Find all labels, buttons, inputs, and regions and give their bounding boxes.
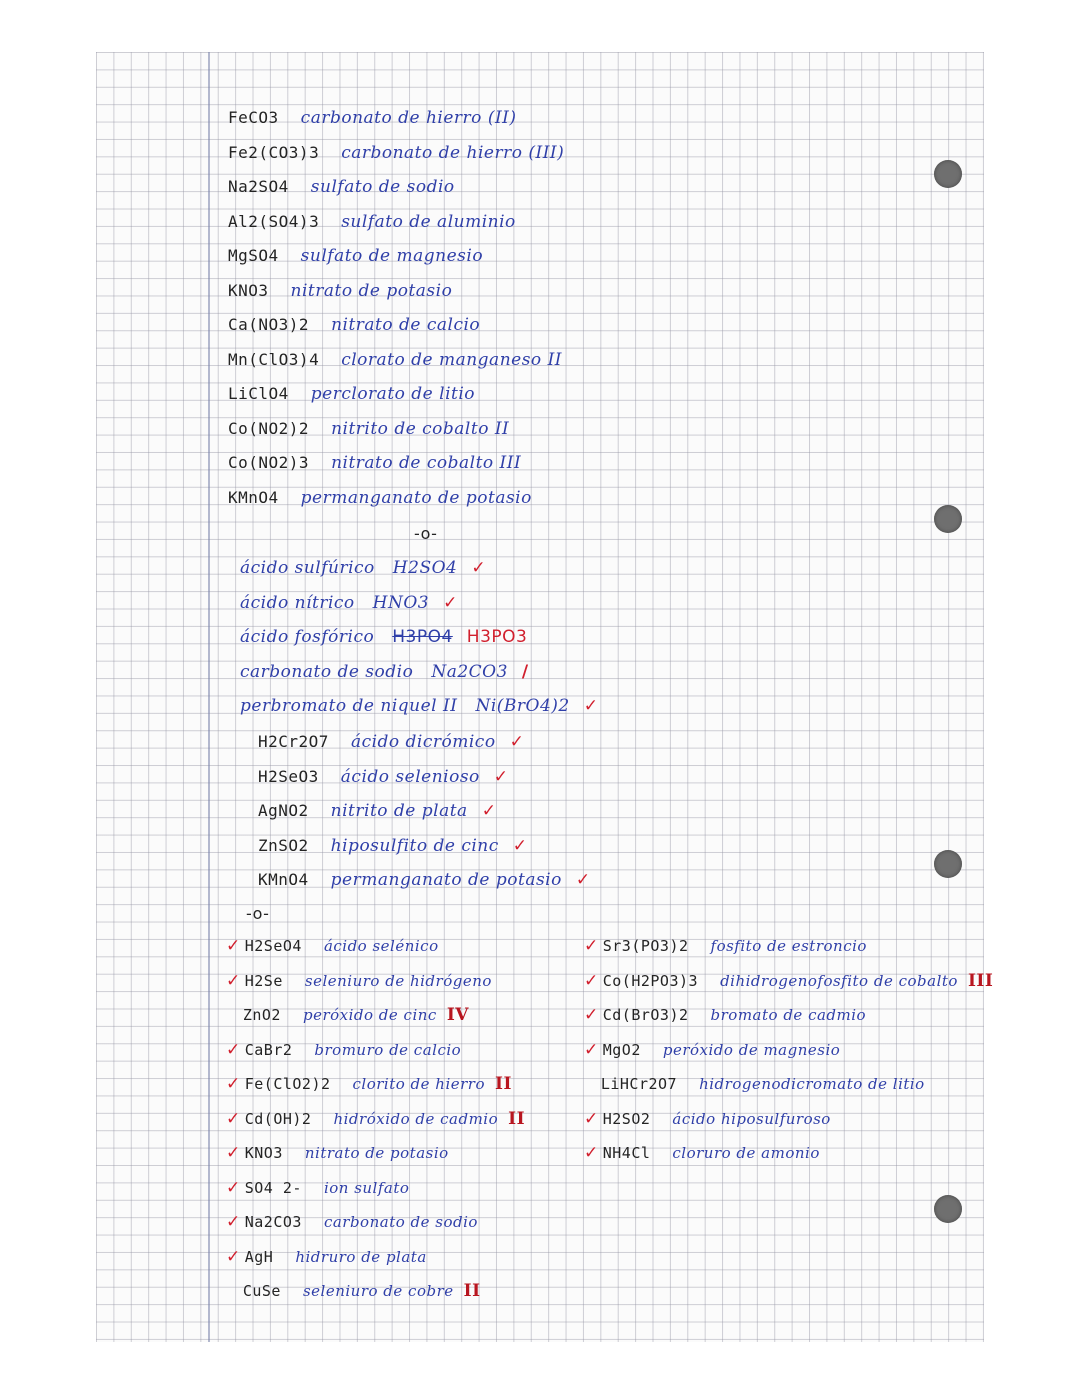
formula: H2SeO3 [258,766,319,786]
formula: H2SO4 [392,558,458,578]
formula: Sr3(PO3)2 [602,937,689,955]
compound-name: perclorato de litio [310,384,476,404]
salt-entry [228,419,527,439]
compound-name: permanganato de potasio [330,870,562,890]
graph-paper-sheet [96,52,994,1342]
formula: Co(NO2)3 [228,453,310,472]
compound-name: hidróxido de cadmio [333,1109,499,1128]
formula: KNO3 [244,1144,283,1162]
compound-name: nitrito de cobalto [331,418,489,439]
oxidation-state: II [488,418,510,439]
check-mark: ✓ [493,766,509,787]
exercise-entry [226,1040,461,1060]
oxidation-state: III [967,970,994,991]
exercise-entry [226,1247,427,1267]
compound-entry [258,836,528,856]
formula: ZnSO2 [258,835,309,855]
check-mark: ✓ [575,870,591,890]
check-mark: ✓ [226,1246,241,1267]
compound-name: permanganato de potasio [300,487,532,508]
compound-name: ácido selénico [323,937,439,955]
check-mark: / [521,661,529,682]
compound-name: carbonato de sodio [323,1213,478,1231]
compound-name: carbonato de sodio [240,661,414,682]
formula: Na2CO3 [431,661,508,682]
compound-name: ácido selenioso [340,766,480,787]
formula: Cd(OH)2 [244,1109,312,1128]
check-mark: ✓ [512,835,528,856]
compound-name: ion sulfato [323,1178,410,1197]
compound-entry [258,870,591,890]
punch-hole-middle-upper [934,505,962,533]
formula: Ca(NO3)2 [228,315,310,334]
formula: AgH [244,1247,274,1266]
exercise-entry [584,1109,831,1129]
formula: CaBr2 [244,1040,293,1059]
exercise-entry [584,936,867,956]
exercise-entry [226,936,439,956]
formula: SO4 2- [244,1178,302,1197]
check-mark: ✓ [584,1143,599,1163]
oxidation-state: II [541,349,563,370]
salt-entry [228,281,452,301]
check-mark: ✓ [583,696,599,716]
punch-hole-top [934,160,962,188]
formula: Ni(BrO4)2 [475,696,570,716]
formula: AgNO2 [258,801,309,820]
exercise-entry [226,1212,478,1232]
exercise-entry [584,1005,866,1025]
compound-name: bromuro de calcio [314,1040,462,1059]
check-mark: ✓ [226,1074,241,1094]
formula: MgO2 [602,1040,641,1059]
punch-hole-middle-lower [934,850,962,878]
formula: H2SeO4 [244,937,302,955]
acid-entry [240,696,598,716]
formula: KNO3 [228,280,269,300]
formula: Cd(BrO3)2 [602,1006,689,1024]
check-mark: ✓ [443,592,458,613]
compound-name: clorato de manganeso [341,349,542,370]
salt-entry [228,315,480,335]
check-mark: ✓ [226,936,241,956]
compound-entry [258,767,509,787]
salt-entry [228,177,455,197]
check-space [584,1074,597,1094]
oxidation-state: (III) [522,142,565,163]
compound-name: sulfato de sodio [310,177,455,197]
formula: Fe(ClO2)2 [244,1075,331,1093]
exercise-entry [226,1143,449,1163]
check-mark: ✓ [584,1039,599,1060]
formula: KMnO4 [228,487,279,507]
punch-hole-bottom [934,1195,962,1223]
check-mark: ✓ [226,1212,241,1232]
salt-entry [228,488,532,508]
compound-name: peróxido de magnesio [662,1040,841,1059]
check-mark: ✓ [481,801,497,821]
formula: CuSe [242,1282,281,1300]
compound-entry [258,801,496,821]
oxidation-state: II [463,1281,481,1301]
compound-name: perbromato de niquel II [240,696,458,716]
compound-name: nitrato de potasio [304,1144,449,1162]
compound-name: ácido hiposulfuroso [672,1109,831,1128]
compound-name: peróxido de cinc [302,1006,437,1024]
compound-name: nitrato de cobalto [331,453,494,473]
formula: LiHCr2O7 [600,1075,678,1093]
formula: ZnO2 [242,1006,281,1024]
oxidation-state: II [495,1074,512,1094]
oxidation-state: (II) [481,108,517,128]
margin-line [208,52,210,1342]
oxidation-state: II [508,1108,526,1129]
separator-1: -o- [414,524,438,543]
formula: H2Cr2O7 [258,732,329,751]
salt-entry [228,212,516,232]
compound-entry [258,732,524,752]
exercise-entry [584,1074,925,1094]
exercise-entry [584,1143,820,1163]
compound-name: hidrogenodicromato de litio [699,1075,925,1093]
check-mark: ✓ [226,1039,241,1060]
crossed-formula: H3PO4 [392,627,453,647]
formula: H2Se [244,971,283,990]
exercise-entry [226,1005,469,1025]
formula: Na2CO3 [244,1213,302,1231]
formula: HNO3 [372,592,430,613]
exercise-entry [584,971,993,991]
exercise-entry [226,1109,525,1129]
exercise-entry [226,971,492,991]
salt-entry [228,350,580,370]
salt-entry [228,384,475,404]
compound-name: hiposulfito de cinc [330,835,499,856]
salt-entry [228,246,483,266]
compound-name: nitrito de plata [330,801,468,821]
compound-name: clorito de hierro [352,1075,486,1093]
compound-name: fosfito de estroncio [710,937,867,955]
exercise-entry [226,1074,512,1094]
compound-name: ácido dicrómico [350,732,496,752]
check-mark: ✓ [226,1143,241,1163]
formula: Fe2(CO3)3 [228,142,320,162]
compound-name: ácido fosfórico [240,627,375,647]
compound-name: dihidrogenofosfito de cobalto [720,971,958,990]
compound-name: bromato de cadmio [710,1006,867,1024]
oxidation-state: III [493,453,522,473]
compound-name: hidruro de plata [295,1247,427,1266]
formula: NH4Cl [602,1144,651,1162]
check-space [226,1281,239,1301]
check-space [226,1005,239,1025]
salt-entry [228,108,535,128]
compound-name: sulfato de magnesio [300,246,484,266]
formula: KMnO4 [258,870,309,889]
check-mark: ✓ [584,936,599,956]
compound-name: carbonato de hierro [341,142,523,163]
compound-name: nitrato de potasio [290,280,453,301]
acid-entry [240,593,458,613]
exercise-entry [226,1281,481,1301]
formula: Co(H2PO3)3 [602,971,699,990]
oxidation-state: IV [446,1005,469,1025]
compound-name: nitrato de calcio [331,315,481,335]
formula: FeCO3 [228,108,279,127]
exercise-entry [226,1178,409,1198]
check-mark: ✓ [509,732,525,752]
check-mark: ✓ [226,970,241,991]
formula: Co(NO2)2 [228,418,310,438]
compound-name: seleniuro de hidrógeno [304,971,492,990]
check-mark: ✓ [226,1108,241,1129]
formula: Al2(SO4)3 [228,211,320,231]
acid-entry [240,627,545,647]
check-mark: ✓ [584,1108,599,1129]
formula: MgSO4 [228,246,279,265]
formula: H2SO2 [602,1109,651,1128]
compound-name: ácido sulfúrico [240,558,375,578]
check-mark: ✓ [584,1005,599,1025]
exercise-entry [584,1040,840,1060]
compound-name: carbonato de hierro [300,108,482,128]
compound-name: ácido nítrico [240,592,355,613]
formula: Na2SO4 [228,177,289,196]
acid-entry [240,558,486,578]
formula: LiClO4 [228,384,289,403]
check-mark: ✓ [226,1177,241,1198]
compound-name: sulfato de aluminio [341,211,516,232]
check-mark: ✓ [584,970,599,991]
compound-name: cloruro de amonio [672,1144,820,1162]
check-mark: ✓ [471,558,487,578]
formula: Mn(ClO3)4 [228,349,320,369]
acid-entry [240,662,529,682]
salt-entry [228,453,539,473]
formula: H3PO3 [466,627,528,647]
separator-2: -o- [246,904,270,923]
salt-entry [228,143,582,163]
compound-name: seleniuro de cobre [302,1282,454,1300]
